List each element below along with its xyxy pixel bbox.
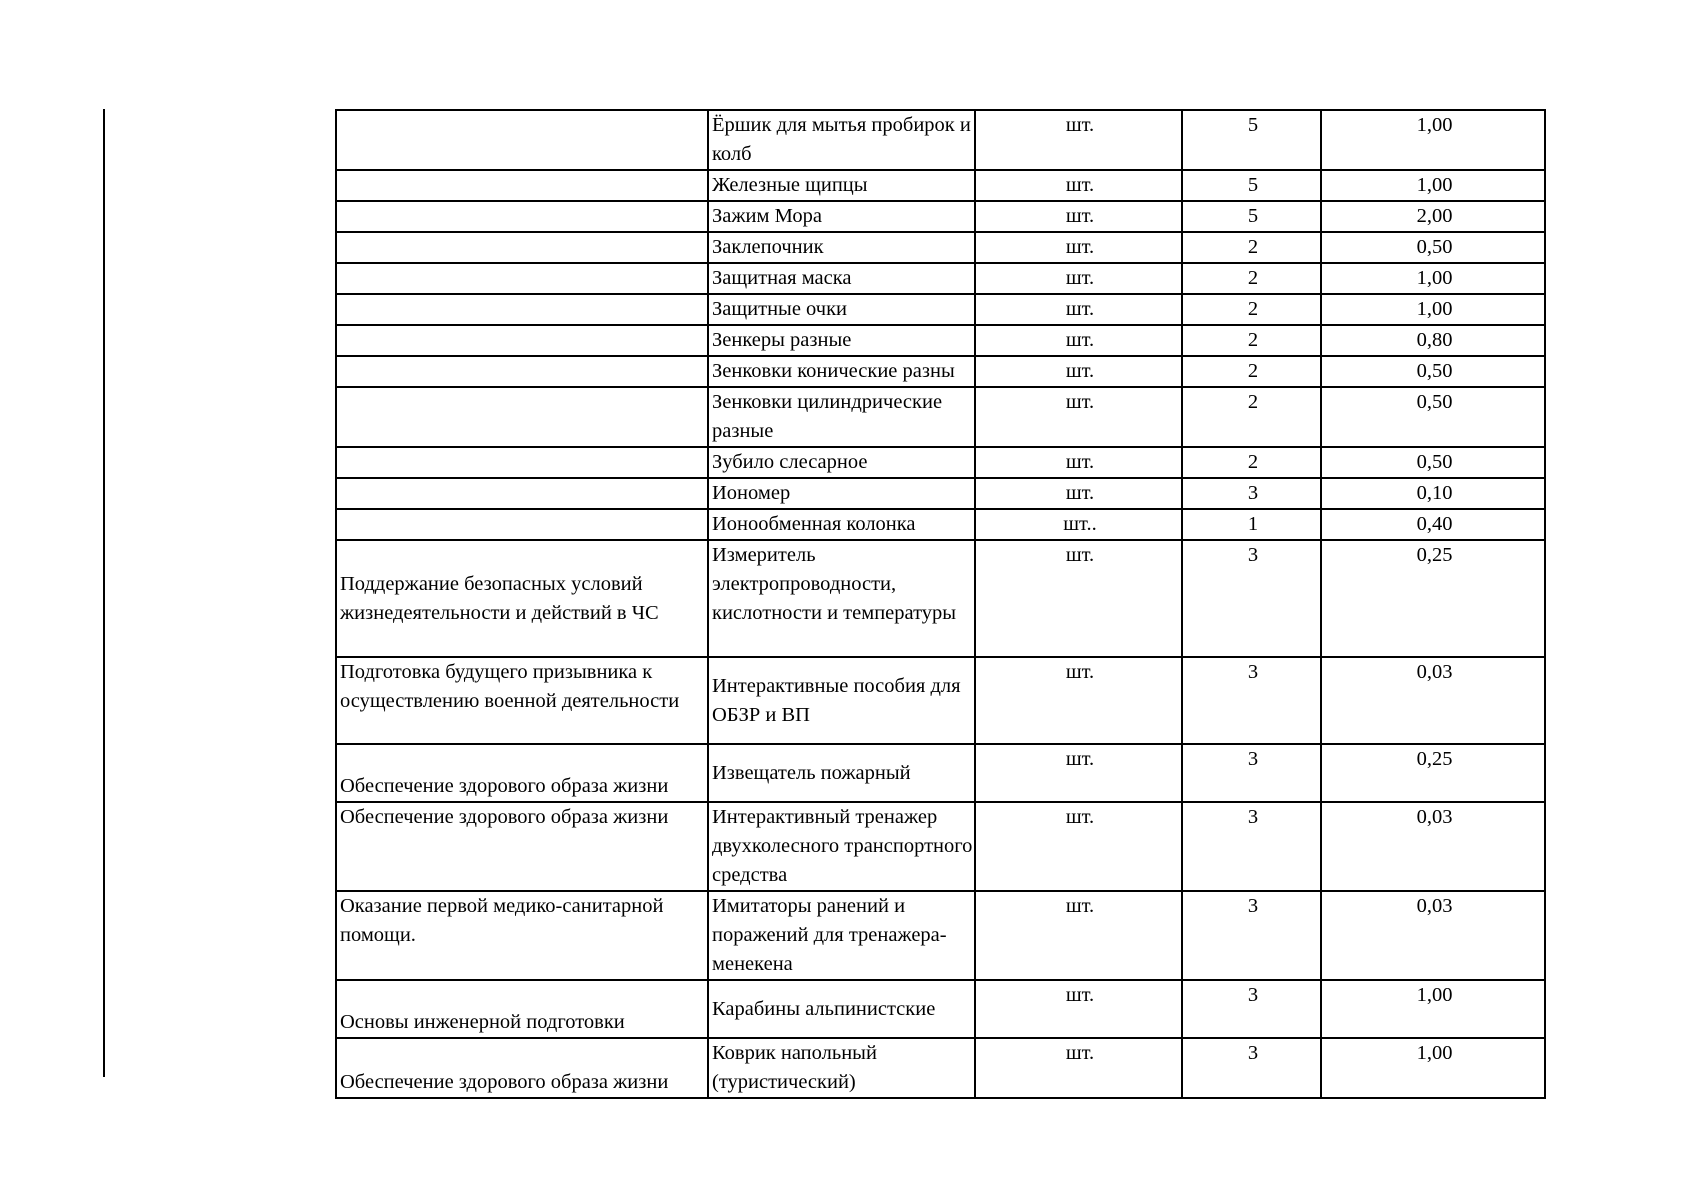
table-row [336, 478, 1545, 509]
quantity-cell: 2 [1182, 325, 1321, 356]
topic-cell [336, 294, 708, 325]
norm-cell: 1,00 [1321, 294, 1545, 325]
topic-cell: Обеспечение здорового образа жизни [336, 802, 708, 891]
item-cell: Извещатель пожарный [708, 744, 975, 802]
unit-cell: шт. [975, 657, 1182, 744]
unit-cell: шт. [975, 356, 1182, 387]
item-cell: Коврик напольный (туристический) [708, 1038, 975, 1098]
topic-cell [336, 325, 708, 356]
table-row [336, 201, 1545, 232]
norm-cell: 1,00 [1321, 110, 1545, 170]
table-row [336, 509, 1545, 540]
quantity-cell: 2 [1182, 294, 1321, 325]
item-cell: Защитная маска [708, 263, 975, 294]
item-cell: Иономер [708, 478, 975, 509]
quantity-cell: 3 [1182, 891, 1321, 980]
item-cell: Карабины альпинистские [708, 980, 975, 1038]
topic-cell [336, 478, 708, 509]
table-row [336, 657, 1545, 744]
unit-cell: шт. [975, 447, 1182, 478]
norm-cell: 1,00 [1321, 980, 1545, 1038]
quantity-cell: 2 [1182, 447, 1321, 478]
topic-cell: Оказание первой медико-санитарной помощи. [336, 891, 708, 980]
norm-cell: 0,25 [1321, 744, 1545, 802]
topic-cell [336, 447, 708, 478]
unit-cell: шт. [975, 263, 1182, 294]
item-cell: Измеритель электропроводности, кислотности и температуры [708, 540, 975, 657]
topic-cell: Обеспечение здорового образа жизни [336, 744, 708, 802]
equipment-table [335, 109, 1546, 1099]
unit-cell: шт. [975, 170, 1182, 201]
item-cell: Зенковки цилиндрические разные [708, 387, 975, 447]
topic-cell [336, 232, 708, 263]
topic-cell: Подготовка будущего призывника к осуществлению военной деятельности [336, 657, 708, 744]
norm-cell: 0,25 [1321, 540, 1545, 657]
table-row [336, 263, 1545, 294]
table-row [336, 110, 1545, 170]
topic-cell [336, 387, 708, 447]
topic-cell [336, 263, 708, 294]
unit-cell: шт. [975, 201, 1182, 232]
norm-cell: 0,40 [1321, 509, 1545, 540]
item-cell: Зенкеры разные [708, 325, 975, 356]
table-row [336, 294, 1545, 325]
table-row [336, 387, 1545, 447]
item-cell: Железные щипцы [708, 170, 975, 201]
quantity-cell: 3 [1182, 802, 1321, 891]
item-cell: Ёршик для мытья пробирок и колб [708, 110, 975, 170]
left-margin-rule [103, 109, 105, 1077]
topic-cell [336, 356, 708, 387]
table-row [336, 325, 1545, 356]
unit-cell: шт. [975, 294, 1182, 325]
unit-cell: шт.. [975, 509, 1182, 540]
quantity-cell: 2 [1182, 263, 1321, 294]
norm-cell: 0,10 [1321, 478, 1545, 509]
unit-cell: шт. [975, 540, 1182, 657]
quantity-cell: 3 [1182, 657, 1321, 744]
item-cell: Зажим Мора [708, 201, 975, 232]
norm-cell: 0,80 [1321, 325, 1545, 356]
norm-cell: 1,00 [1321, 170, 1545, 201]
topic-cell [336, 170, 708, 201]
quantity-cell: 3 [1182, 540, 1321, 657]
table-row [336, 170, 1545, 201]
item-cell: Зенковки конические разны [708, 356, 975, 387]
topic-cell: Основы инженерной подготовки [336, 980, 708, 1038]
item-cell: Зубило слесарное [708, 447, 975, 478]
table-row [336, 356, 1545, 387]
topic-cell [336, 201, 708, 232]
quantity-cell: 3 [1182, 1038, 1321, 1098]
unit-cell: шт. [975, 110, 1182, 170]
norm-cell: 0,50 [1321, 447, 1545, 478]
norm-cell: 0,03 [1321, 802, 1545, 891]
norm-cell: 0,50 [1321, 356, 1545, 387]
unit-cell: шт. [975, 891, 1182, 980]
topic-cell [336, 509, 708, 540]
topic-cell [336, 110, 708, 170]
table-row [336, 447, 1545, 478]
norm-cell: 1,00 [1321, 263, 1545, 294]
table-row [336, 232, 1545, 263]
item-cell: Ионообменная колонка [708, 509, 975, 540]
norm-cell: 2,00 [1321, 201, 1545, 232]
table-row [336, 1038, 1545, 1098]
unit-cell: шт. [975, 1038, 1182, 1098]
table-row [336, 540, 1545, 657]
table-row [336, 802, 1545, 891]
quantity-cell: 1 [1182, 509, 1321, 540]
item-cell: Интерактивный тренажер двухколесного транспортного средства [708, 802, 975, 891]
item-cell: Заклепочник [708, 232, 975, 263]
quantity-cell: 2 [1182, 356, 1321, 387]
table-row [336, 744, 1545, 802]
norm-cell: 0,03 [1321, 657, 1545, 744]
topic-cell: Поддержание безопасных условий жизнедеятельности и действий в ЧС [336, 540, 708, 657]
norm-cell: 0,03 [1321, 891, 1545, 980]
unit-cell: шт. [975, 744, 1182, 802]
table-row [336, 891, 1545, 980]
quantity-cell: 2 [1182, 387, 1321, 447]
topic-cell: Обеспечение здорового образа жизни [336, 1038, 708, 1098]
unit-cell: шт. [975, 802, 1182, 891]
unit-cell: шт. [975, 232, 1182, 263]
norm-cell: 0,50 [1321, 387, 1545, 447]
unit-cell: шт. [975, 980, 1182, 1038]
item-cell: Интерактивные пособия для ОБЗР и ВП [708, 657, 975, 744]
quantity-cell: 5 [1182, 110, 1321, 170]
quantity-cell: 3 [1182, 980, 1321, 1038]
quantity-cell: 2 [1182, 232, 1321, 263]
quantity-cell: 3 [1182, 478, 1321, 509]
unit-cell: шт. [975, 478, 1182, 509]
norm-cell: 1,00 [1321, 1038, 1545, 1098]
quantity-cell: 5 [1182, 201, 1321, 232]
table-row [336, 980, 1545, 1038]
unit-cell: шт. [975, 387, 1182, 447]
quantity-cell: 3 [1182, 744, 1321, 802]
unit-cell: шт. [975, 325, 1182, 356]
item-cell: Защитные очки [708, 294, 975, 325]
norm-cell: 0,50 [1321, 232, 1545, 263]
quantity-cell: 5 [1182, 170, 1321, 201]
item-cell: Имитаторы ранений и поражений для тренажера-менекена [708, 891, 975, 980]
